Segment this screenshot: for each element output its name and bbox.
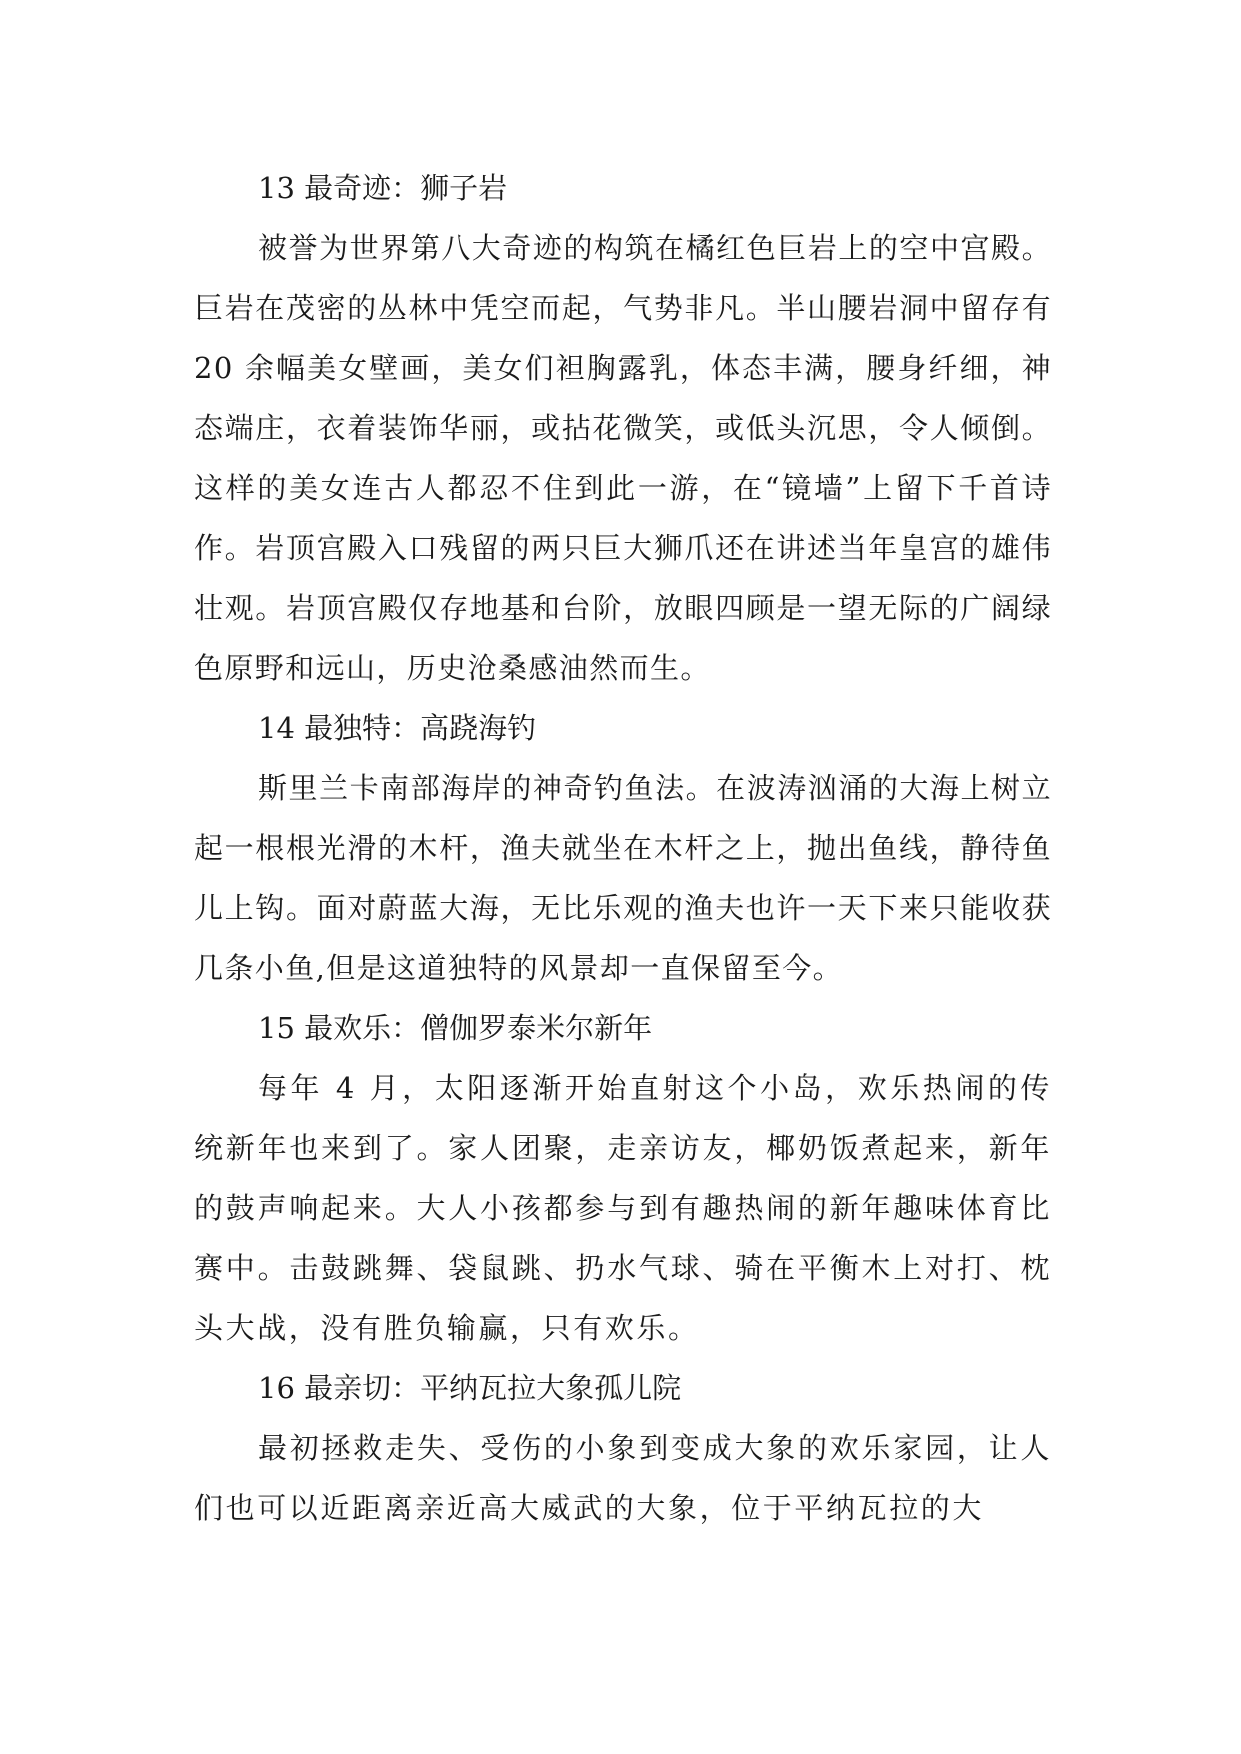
section-heading-14: 14 最独特：高跷海钓 [258,711,537,745]
section-heading-16: 16 最亲切：平纳瓦拉大象孤儿院 [258,1371,682,1405]
section-paragraph-16: 最初拯救走失、受伤的小象到变成大象的欢乐家园，让人们也可以近距离亲近高大威武的大象，位于平纳瓦拉的大 [194,1431,1052,1525]
document-body [194,158,1052,1538]
section-heading-13: 13 最奇迹：狮子岩 [258,171,508,205]
section-paragraph-13: 被誉为世界第八大奇迹的构筑在橘红色巨岩上的空中宫殿。巨岩在茂密的丛林中凭空而起，气势非凡。半山腰岩洞中留存有 20 余幅美女壁画，美女们袒胸露乳，体态丰满，腰身纤细，神态端庄，衣着装饰华丽，或拈花微笑，或低头沉思，令人倾倒。这样的美女连古人都忍不住到此一游，在“镜墙”上留下千首诗作。岩顶宫殿入口残留的两只巨大狮爪还在讲述当年皇宫的雄伟壮观。岩顶宫殿仅存地基和台阶，放眼四顾是一望无际的广阔绿色原野和远山，历史沧桑感油然而生。 [194,231,1052,685]
section-paragraph-14: 斯里兰卡南部海岸的神奇钓鱼法。在波涛汹涌的大海上树立起一根根光滑的木杆，渔夫就坐在木杆之上，抛出鱼线，静待鱼儿上钩。面对蔚蓝大海，无比乐观的渔夫也许一天下来只能收获几条小鱼,但是这道独特的风景却一直保留至今。 [194,771,1052,985]
section-heading-15: 15 最欢乐：僧伽罗泰米尔新年 [258,1011,653,1045]
section-paragraph-15: 每年 4 月，太阳逐渐开始直射这个小岛，欢乐热闹的传统新年也来到了。家人团聚，走亲访友，椰奶饭煮起来，新年的鼓声响起来。大人小孩都参与到有趣热闹的新年趣味体育比赛中。击鼓跳舞、袋鼠跳、扔水气球、骑在平衡木上对打、枕头大战，没有胜负输赢，只有欢乐。 [194,1071,1052,1345]
